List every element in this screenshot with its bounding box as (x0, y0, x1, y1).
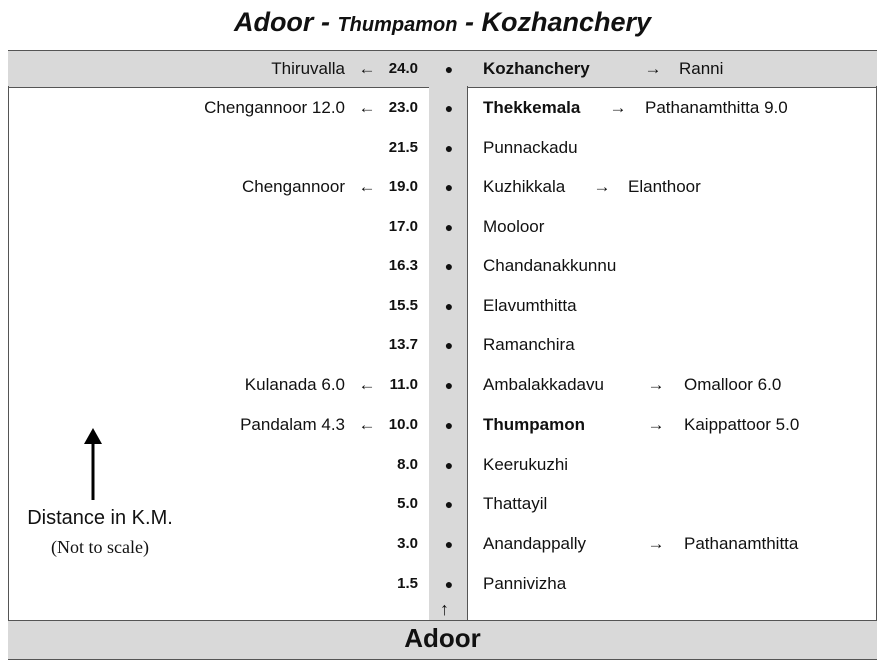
right-branch-label: Elanthoor (628, 177, 701, 196)
route-row (0, 450, 885, 480)
route-row (0, 410, 885, 440)
right-branch-label: Pathanamthitta 9.0 (645, 98, 788, 117)
stop-name: Ambalakkadavu (483, 375, 604, 394)
stop-name: Kozhanchery (483, 59, 590, 78)
stop-name: Kuzhikkala (483, 177, 566, 196)
title-end: Kozhanchery (481, 7, 652, 37)
legend-label: Distance in K.M. (27, 507, 173, 529)
right-arrow-icon: → (647, 375, 665, 394)
route-row (0, 569, 885, 599)
stop-name: Keerukuzhi (483, 455, 569, 474)
left-branch-label: Kulanada 6.0 (244, 375, 345, 394)
up-arrow-icon: ↑ (440, 599, 449, 619)
route-row (0, 251, 885, 281)
stop-dot-icon: ● (444, 179, 454, 195)
right-branch-label: Ranni (679, 59, 724, 78)
legend-note: (Not to scale) (51, 537, 149, 557)
diagram-title: Adoor - Thumpamon - Kozhanchery (233, 7, 652, 37)
distance-value: 15.5 (388, 297, 418, 314)
origin-label: Adoor (404, 623, 481, 653)
distance-value: 3.0 (397, 535, 418, 552)
stop-dot-icon: ● (444, 61, 454, 77)
stop-dot-icon: ● (444, 337, 454, 353)
route-row (0, 212, 885, 242)
right-arrow-icon: → (609, 98, 627, 117)
route-row (0, 172, 885, 202)
distance-value: 10.0 (388, 416, 418, 433)
stop-name: Punnackadu (483, 138, 578, 157)
stop-dot-icon: ● (444, 417, 454, 433)
distance-value: 13.7 (388, 336, 418, 353)
left-arrow-icon: ← (358, 177, 376, 196)
stop-name: Thekkemala (483, 98, 581, 117)
distance-value: 1.5 (397, 575, 418, 592)
distance-value: 23.0 (388, 99, 418, 116)
stop-dot-icon: ● (444, 457, 454, 473)
stop-dot-icon: ● (444, 536, 454, 552)
stop-name: Elavumthitta (483, 296, 577, 315)
stop-dot-icon: ● (444, 100, 454, 116)
stop-dot-icon: ● (444, 140, 454, 156)
stop-name: Chandanakkunnu (483, 256, 617, 275)
stop-name: Anandappally (483, 534, 587, 553)
stop-name: Mooloor (483, 217, 545, 236)
stop-dot-icon: ● (444, 298, 454, 314)
left-branch-label: Pandalam 4.3 (240, 415, 345, 434)
distance-value: 8.0 (397, 456, 418, 473)
route-row (0, 291, 885, 321)
distance-value: 11.0 (389, 376, 418, 393)
right-arrow-icon: → (647, 415, 665, 434)
right-branch-label: Kaippattoor 5.0 (684, 415, 800, 434)
distance-value: 16.3 (388, 257, 418, 274)
right-branch-label: Pathanamthitta (684, 534, 799, 553)
distance-value: 17.0 (388, 218, 418, 235)
stop-dot-icon: ● (444, 219, 454, 235)
stop-dot-icon: ● (444, 258, 454, 274)
right-arrow-icon: → (593, 177, 611, 196)
right-arrow-icon: → (647, 534, 665, 553)
stop-name: Thumpamon (483, 415, 585, 434)
stop-name: Ramanchira (483, 335, 575, 354)
distance-value: 21.5 (388, 139, 418, 156)
left-branch-label: Thiruvalla (271, 59, 345, 78)
stop-dot-icon: ● (444, 576, 454, 592)
route-row (0, 330, 885, 360)
right-branch-label: Omalloor 6.0 (684, 375, 782, 394)
left-arrow-icon: ← (358, 375, 376, 394)
left-arrow-icon: ← (358, 59, 376, 78)
title-via: Thumpamon (337, 14, 458, 36)
route-row (0, 93, 885, 123)
distance-value: 5.0 (397, 495, 418, 512)
title-start: Adoor (233, 7, 314, 37)
route-row (0, 370, 885, 400)
distance-value: 19.0 (388, 178, 418, 195)
right-arrow-icon: → (644, 59, 662, 78)
route-row (0, 133, 885, 163)
stop-name: Thattayil (483, 494, 548, 513)
stop-name: Pannivizha (483, 574, 567, 593)
distance-value: 24.0 (388, 60, 418, 77)
legend-up-arrow-icon (83, 428, 103, 500)
left-arrow-icon: ← (358, 98, 376, 117)
left-branch-label: Chengannoor 12.0 (204, 98, 345, 117)
route-row (0, 54, 885, 84)
stop-dot-icon: ● (444, 496, 454, 512)
left-arrow-icon: ← (358, 415, 376, 434)
left-branch-label: Chengannoor (241, 177, 345, 196)
stop-dot-icon: ● (444, 377, 454, 393)
